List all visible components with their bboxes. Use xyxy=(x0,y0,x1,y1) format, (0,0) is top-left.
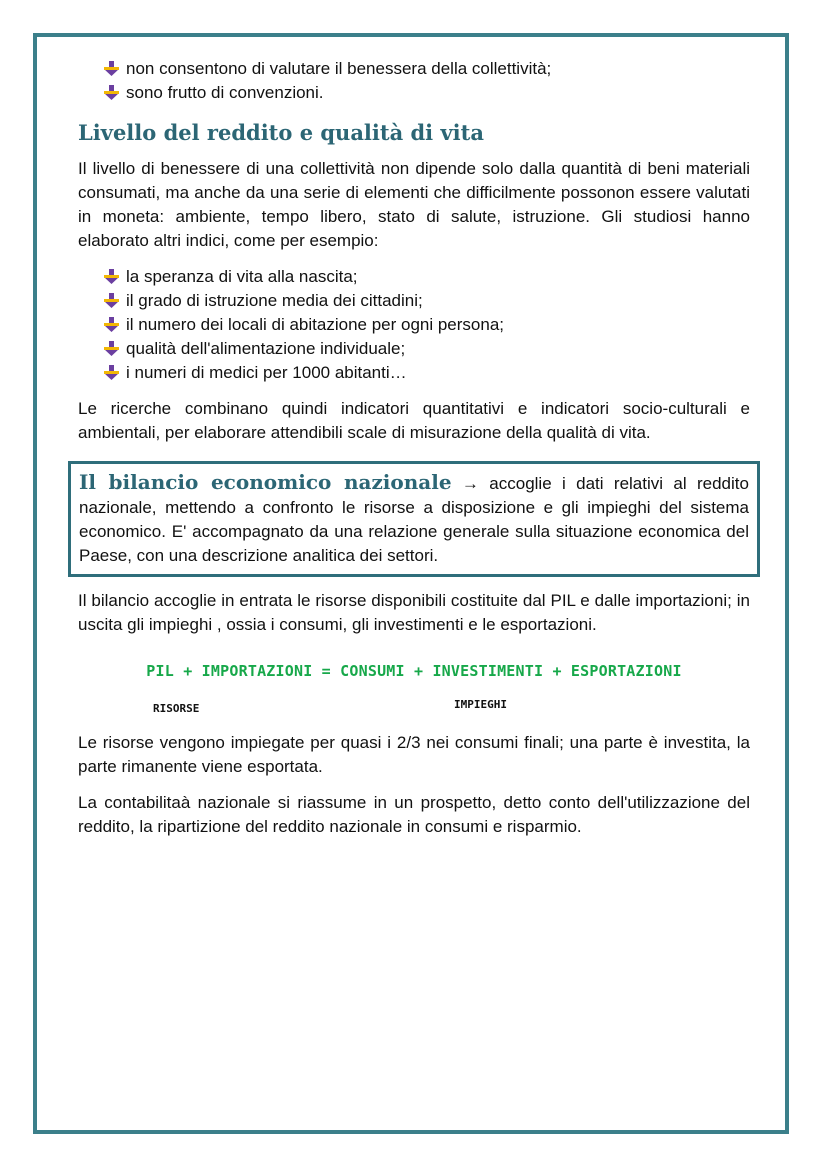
definition-term: Il bilancio economico nazionale xyxy=(79,470,452,494)
list-item xyxy=(104,361,750,385)
bullet-text: il numero dei locali di abitazione per ogni persona; xyxy=(126,315,505,334)
arrow-bullet-icon xyxy=(104,61,119,76)
bullet-text: qualità dell'alimentazione individuale; xyxy=(126,339,406,358)
bullet-text: sono frutto di convenzioni. xyxy=(126,83,324,102)
formula-labels xyxy=(78,691,750,713)
arrow-bullet-icon xyxy=(104,269,119,284)
bullet-text: non consentono di valutare il benessera della collettività; xyxy=(126,59,552,78)
impiego-paragraph: Le risorse vengono impiegate per quasi i 2/3 nei consumi finali; una parte è investita, la parte rimanente viene esportata. xyxy=(78,733,750,776)
document-body xyxy=(78,57,750,839)
intro-paragraph: Il livello di benessere di una collettività non dipende solo dalla quantità di beni materiali consumati, ma anche da una serie di elementi che difficilmente possonon essere valutati in moneta: ambiente, tempo libero, stato di salute, istruzione. Gli studiosi hanno elaborato altri indici, come per esempio: xyxy=(78,159,750,250)
list-item xyxy=(104,289,750,313)
top-bullet-list xyxy=(78,57,750,105)
label-impieghi: IMPIEGHI xyxy=(454,698,507,711)
list-item xyxy=(104,57,750,81)
indicator-bullet-list xyxy=(78,265,750,385)
label-risorse: RISORSE xyxy=(153,702,200,715)
formula-equation: PIL + IMPORTAZIONI = CONSUMI + INVESTIMENTI + ESPORTAZIONI xyxy=(146,662,682,680)
arrow-bullet-icon xyxy=(104,293,119,308)
arrow-right-icon: → xyxy=(461,474,479,493)
bullet-text: i numeri di medici per 1000 abitanti… xyxy=(126,363,407,382)
bullet-text: il grado di istruzione media dei cittadini; xyxy=(126,291,423,310)
list-item xyxy=(104,81,750,105)
bullet-text: la speranza di vita alla nascita; xyxy=(126,267,358,286)
arrow-bullet-icon xyxy=(104,317,119,332)
bilancio-paragraph: Il bilancio accoglie in entrata le risorse disponibili costituite dal PIL e dalle importazioni; in uscita gli impieghi , ossia i consumi, gli investimenti e le esportazioni. xyxy=(78,591,750,634)
arrow-bullet-icon xyxy=(104,85,119,100)
list-item xyxy=(104,265,750,289)
definition-box xyxy=(68,461,760,577)
list-item xyxy=(104,313,750,337)
section-heading: Livello del reddito e qualità di vita xyxy=(78,120,484,145)
definition-text xyxy=(79,470,749,568)
closing-paragraph: Le ricerche combinano quindi indicatori quantitativi e indicatori socio-culturali e ambientali, per elaborare attendibili scale di misurazione della qualità di vita. xyxy=(78,399,750,442)
definition-body: accoglie i dati relativi al reddito nazionale, mettendo a confronto le risorse a disposizione e gli impieghi del sistema economico. E' accompagnato da una relazione generale sulla situazione economica del Paese, con una descrizione analitica dei settori. xyxy=(79,474,749,565)
arrow-bullet-icon xyxy=(104,365,119,380)
arrow-bullet-icon xyxy=(104,341,119,356)
list-item xyxy=(104,337,750,361)
contabilita-paragraph: La contabilitaà nazionale si riassume in un prospetto, detto conto dell'utilizzazione del reddito, la ripartizione del reddito nazionale in consumi e risparmio. xyxy=(78,793,750,836)
